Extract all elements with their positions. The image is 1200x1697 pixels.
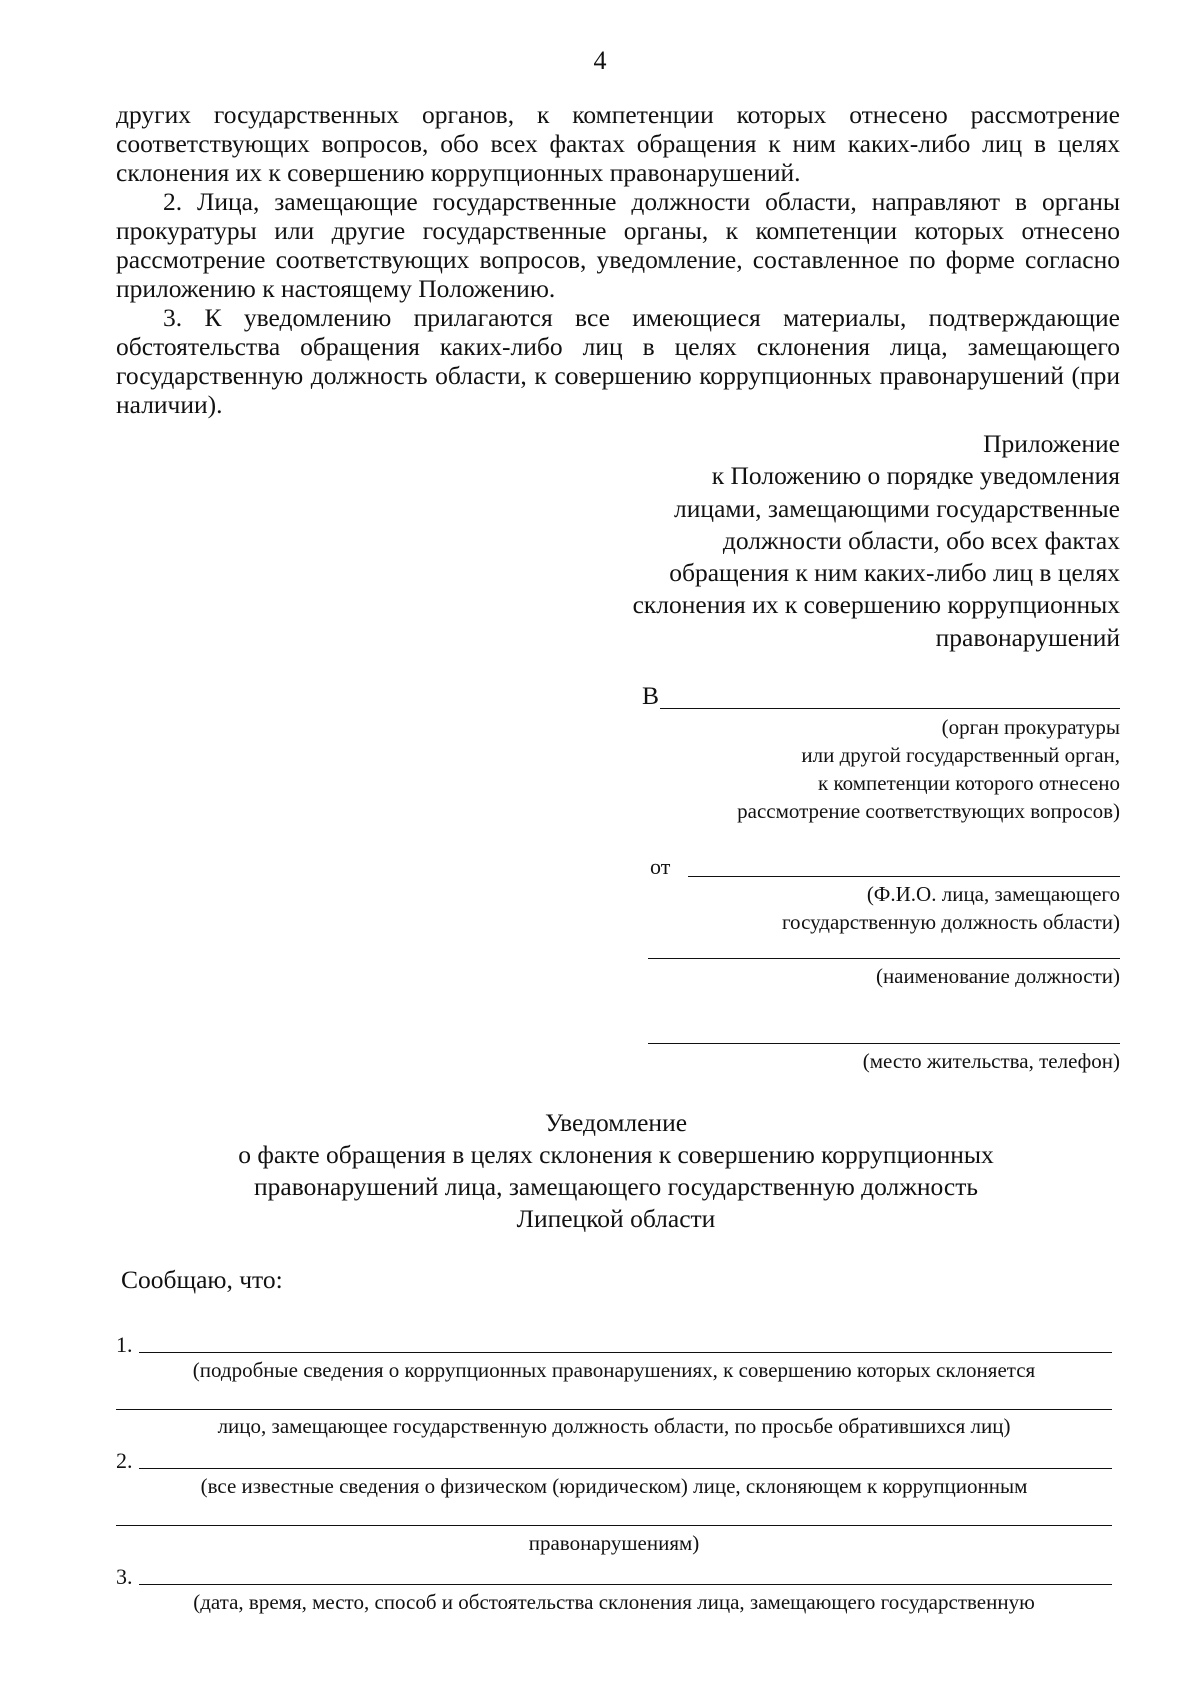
notice-title (0, 1107, 1200, 1235)
title-line: Уведомление (544, 1108, 688, 1137)
appendix-line: лицами, замещающими государственные (674, 493, 1120, 523)
title-line: о факте обращения в целях склонения к совершению коррупционных (238, 1140, 994, 1169)
caption-line: (орган прокуратуры (941, 715, 1120, 739)
title-line: Липецкой области (516, 1204, 716, 1233)
appendix-line: к Положению о порядке уведомления (711, 461, 1120, 491)
item-2-field-line-2[interactable] (116, 1525, 1112, 1526)
item-number-2: 2. (116, 1448, 133, 1473)
item-2-field-line[interactable] (139, 1468, 1112, 1469)
item-1-caption: (подробные сведения о коррупционных правонарушениях, к совершению которых склоняется (192, 1358, 1036, 1382)
position-field-line[interactable] (648, 958, 1120, 959)
position-caption: (наименование должности) (875, 964, 1120, 988)
caption-line: рассмотрение соответствующих вопросов) (737, 799, 1120, 823)
item-3-field-line[interactable] (139, 1584, 1112, 1585)
appendix-line: правонарушений (935, 622, 1120, 652)
item-number-1: 1. (116, 1332, 133, 1357)
item-2-caption-cont: правонарушениям) (528, 1531, 700, 1555)
report-intro: Сообщаю, что: (121, 1265, 283, 1294)
from-label: от (650, 854, 671, 879)
title-line: правонарушений лица, замещающего государственную должность (254, 1172, 978, 1201)
to-label: В (642, 681, 660, 710)
appendix-line: должности области, обо всех фактах (722, 525, 1120, 555)
caption-line: государственную должность области) (781, 910, 1120, 934)
item-number-3: 3. (116, 1564, 133, 1589)
paragraph-2: 2. Лица, замещающие государственные должности области, направляют в органы прокуратуры или другие государственные органы, к компетенции которых отнесено рассмотрение соответствующих вопросов, уведомление, составленное по форме согласно приложению к настоящему Положению. (116, 187, 1120, 303)
sender-caption (782, 880, 1120, 936)
appendix-line: склонения их к совершению коррупционных (632, 590, 1120, 620)
addressee-caption (737, 713, 1120, 825)
page-number: 4 (593, 46, 607, 75)
caption-line: к компетенции которого отнесено (818, 771, 1120, 795)
appendix-line: Приложение (983, 429, 1120, 458)
appendix-header (520, 428, 1120, 654)
regulation-text (116, 100, 1120, 419)
paragraph-3: 3. К уведомлению прилагаются все имеющиеся материалы, подтверждающие обстоятельства обращения каких-либо лиц в целях склонения лица, замещающего государственную должность области, к совершению коррупционных правонарушений (при наличии). (116, 303, 1120, 419)
caption-line: (Ф.И.О. лица, замещающего (866, 882, 1120, 906)
caption-line: или другой государственный орган, (801, 743, 1120, 767)
addressee-field-line[interactable] (660, 708, 1120, 709)
item-3-caption: (дата, время, место, способ и обстоятельства склонения лица, замещающего государственную (193, 1590, 1035, 1614)
item-1-caption-cont: лицо, замещающее государственную должность области, по просьбе обратившихся лиц) (217, 1414, 1011, 1438)
sender-name-field-line[interactable] (688, 876, 1120, 877)
item-1-field-line[interactable] (139, 1352, 1112, 1353)
item-1-field-line-2[interactable] (116, 1409, 1112, 1410)
paragraph-continuation: других государственных органов, к компетенции которых отнесено рассмотрение соответствующих вопросов, обо всех фактах обращения к ним каких-либо лиц в целях склонения их к совершению коррупционных правонарушений. (116, 100, 1120, 187)
residence-caption: (место жительства, телефон) (862, 1049, 1120, 1073)
item-2-caption: (все известные сведения о физическом (юридическом) лице, склоняющем к коррупционным (200, 1474, 1028, 1498)
appendix-line: обращения к ним каких-либо лиц в целях (669, 558, 1120, 588)
residence-field-line[interactable] (648, 1043, 1120, 1044)
